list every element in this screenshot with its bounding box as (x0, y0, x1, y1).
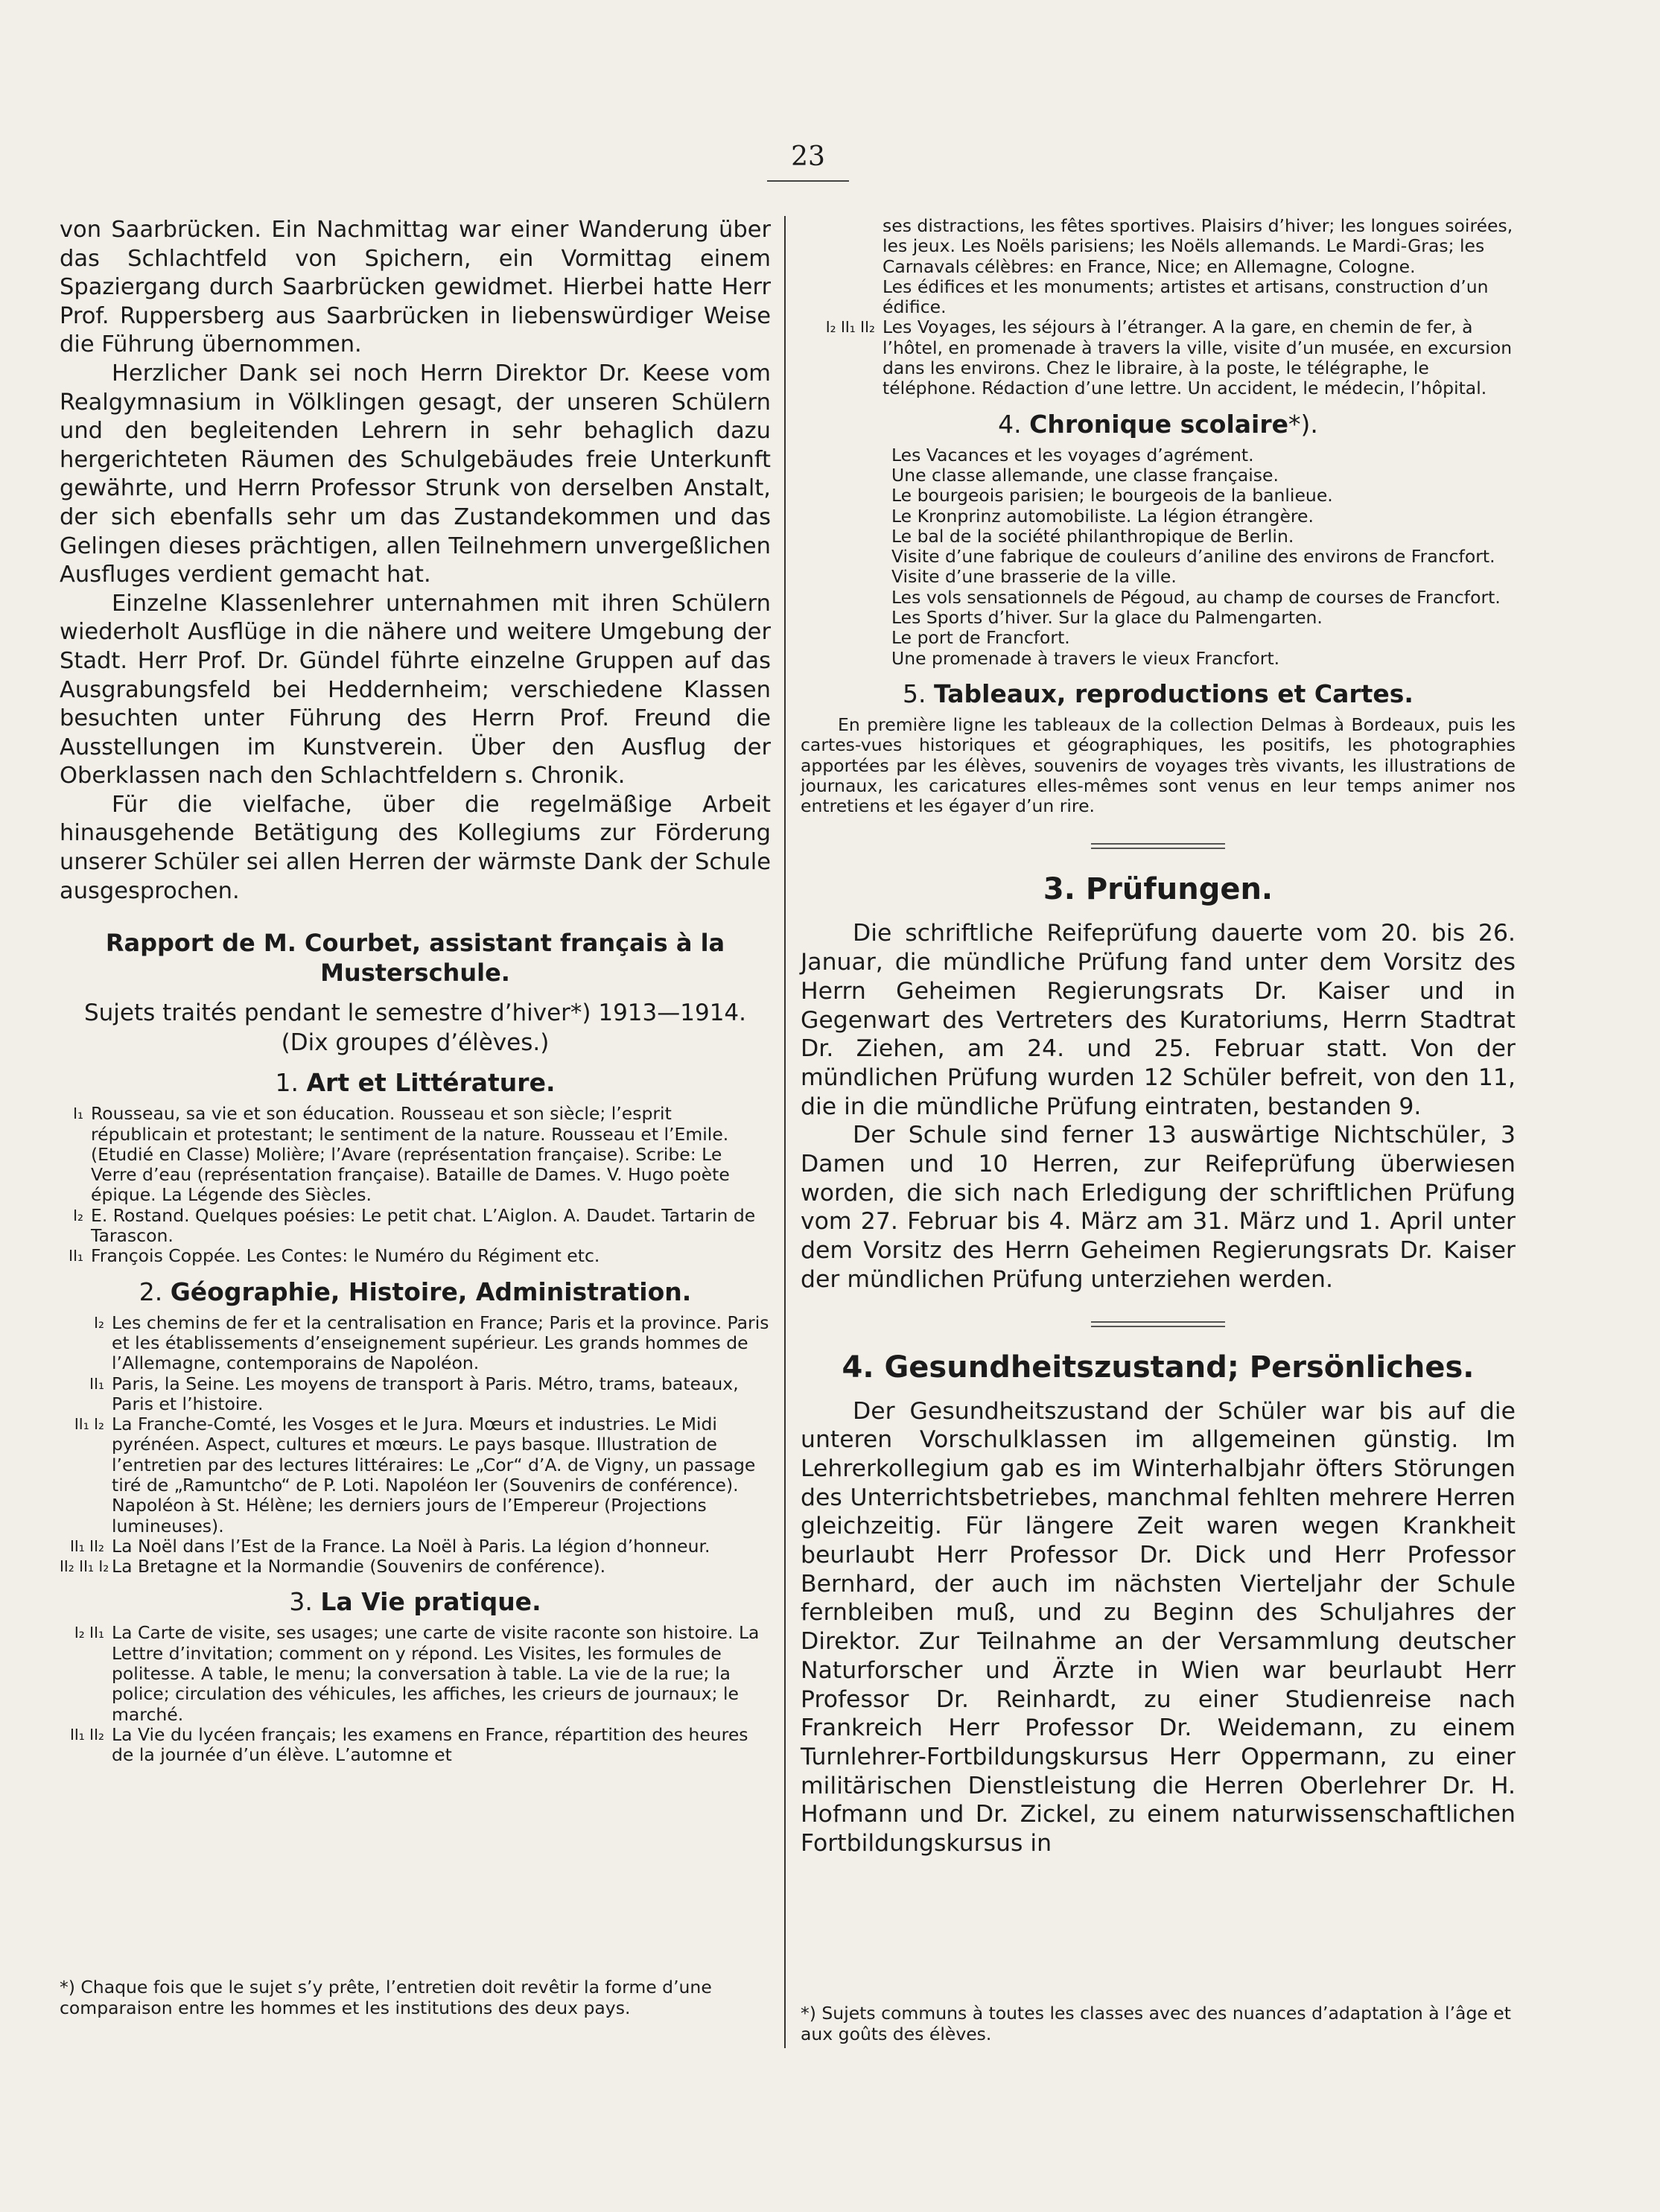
list-item: Le port de Francfort. (891, 627, 1070, 649)
section-1-number: 1. (275, 1068, 299, 1098)
section-3-title: La Vie pratique. (320, 1587, 541, 1617)
column-divider (784, 216, 786, 2048)
list-item: Les vols sensationnels de Pégoud, au champ de courses de Francfort. (891, 586, 1501, 608)
class-mark: II₁ II₂ (70, 1725, 104, 1744)
intro-paragraph-4: Für die vielfache, über die regelmäßige Arbeit hinausgehende Betätigung des Kollegiums zur Förderung unserer Schüler sei allen Herren der wärmste Dank der Schule ausgesprochen. (60, 791, 771, 904)
list-item (60, 1374, 771, 1415)
section-1-entries (60, 1104, 771, 1266)
list-item: Une promenade à travers le vieux Francfort. (891, 647, 1280, 669)
entry-text: La Vie du lycéen français; les examens en France, répartition des heures de la journée d’un élève. L’automne et (112, 1723, 748, 1766)
section-2-title: Géographie, Histoire, Administration. (170, 1277, 692, 1306)
section-5-number: 5. (903, 678, 926, 708)
gesundheit-paragraph: Der Gesundheitszustand der Schüler war bis auf die unteren Vorschulklassen im allgemeinen günstig. Im Lehrerkollegium gab es im Winterhalbjahr öfters Störungen des Unterrichtsbetriebes, manchmal fehlten mehrere Herren gleichzeitig. Für längere Zeit waren wegen Krankheit beurlaubt Herr Professor Dr. Dick und Herr Professor Bernhard, der auch im nächsten Vierteljahr der Schule fernbleiben muß, und zu Beginn des Schuljahres der Direktor. Zur Teilnahme an der Versammlung deutscher Naturforscher und Ärzte in Wien war beurlaubt Herr Professor Dr. Reinhardt, zu einer Studienreise nach Frankreich Herr Professor Dr. Weidemann, zu einem Turnlehrer-Fortbildungskursus Herr Oppermann, zu einer militärischen Dienstleistung die Herren Oberlehrer Dr. H. Hofmann und Dr. Zickel, zu einem naturwissenschaftlichen Fortbildungskursus in (801, 1397, 1516, 1857)
list-item (801, 317, 1516, 398)
list-item (60, 1557, 771, 1577)
footnote-left: *) Chaque fois que le sujet s’y prête, l’entretien doit revêtir la forme d’une comparaison entre les hommes et les institutions des deux pays. (60, 1977, 712, 2018)
list-item: Visite d’une brasserie de la ville. (891, 566, 1177, 588)
pruefungen-paragraph-1: Die schriftliche Reifeprüfung dauerte vom 20. bis 26. Januar, die mündliche Prüfung fand unter dem Vorsitz des Herrn Geheimen Regierungsrats Dr. Kaiser und in Gegenwart des Vertreters des Kuratoriums, Herrn Stadtrat Dr. Ziehen, am 24. und 25. Februar statt. Von der mündlichen Prüfung wurden 12 Schüler befreit, von den 11, die in die mündliche Prüfung eintraten, bestanden 9. (801, 920, 1516, 1120)
chronicle-list (801, 445, 1516, 669)
section-2-heading (60, 1277, 771, 1307)
section-4-number: 4. (998, 409, 1022, 439)
continuation-block (801, 216, 1516, 317)
gesundheit-text (801, 1397, 1516, 1858)
entry-text: Paris, la Seine. Les moyens de transport à Paris. Métro, trams, bateaux, Paris et l’histoire. (112, 1373, 739, 1414)
continuation-text-2: Les édifices et les monuments; artistes et artisans, construction d’un édifice. (883, 276, 1489, 318)
list-item (60, 1414, 771, 1536)
class-mark: II₁ (69, 1247, 83, 1265)
class-mark: II₂ II₁ I₂ (60, 1557, 109, 1576)
pruefungen-paragraph-2: Der Schule sind ferner 13 auswärtige Nichtschüler, 3 Damen und 10 Herren, zur Reifeprüfung überwiesen worden, die sich nach Erledigung der schriftlichen Prüfung vom 27. Februar bis 4. März am 31. März und 1. April unter dem Vorsitz des Herrn Geheimen Regierungsrats Dr. Kaiser der mündlichen Prüfung unterziehen werden. (801, 1122, 1516, 1293)
list-item: Les Sports d’hiver. Sur la glace du Palmengarten. (891, 607, 1323, 629)
list-item: Le Kronprinz automobiliste. La légion étrangère. (891, 505, 1314, 527)
intro-paragraph-1: von Saarbrücken. Ein Nachmittag war einer Wanderung über das Schlachtfeld von Spichern, ein Vormittag einem Spaziergang durch Saarbrücken gewidmet. Hierbei hatte Herr Prof. Ruppersberg aus Saarbrücken in liebenswürdiger Weise die Führung übernommen. (60, 217, 771, 358)
list-item (60, 1725, 771, 1766)
section-1-title: Art et Littérature. (306, 1068, 556, 1098)
class-mark: II₁ II₂ (70, 1536, 104, 1555)
continuation-text-1: ses distractions, les fêtes sportives. Plaisirs d’hiver; les longues soirées, les jeux. Les Noëls parisiens; les Noëls allemands. Le Mardi-Gras; les Carnavals célèbres: en France, Nice; en Allemagne, Cologne. (883, 215, 1513, 277)
section-2-entries (60, 1313, 771, 1577)
class-mark: I₂ (94, 1313, 104, 1332)
pruefungen-heading: 3. Prüfungen. (1043, 872, 1273, 907)
report-heading: Rapport de M. Courbet, assistant français à la Musterschule. (105, 929, 725, 988)
section-5-text: En première ligne les tableaux de la collection Delmas à Bordeaux, puis les cartes-vues historiques et géographiques, les positifs, les photographies apportées par les élèves, souvenirs de voyages très vivants, les illustrations de journaux, les caricatures elles-mêmes sont venus en leur temps animer nos entretiens et les égayer d’un rire. (801, 714, 1516, 817)
subjects-line: Sujets traités pendant le semestre d’hiver*) 1913—1914. (83, 999, 746, 1027)
section-divider (1091, 843, 1225, 849)
footnote-right: *) Sujets communs à toutes les classes avec des nuances d’adaptation à l’âge et aux goûts des élèves. (801, 2003, 1511, 2044)
section-4-suffix: *). (1288, 409, 1318, 439)
entry-text: E. Rostand. Quelques poésies: Le petit chat. L’Aiglon. A. Daudet. Tartarin de Tarascon. (91, 1204, 756, 1247)
right-column (801, 216, 1516, 1858)
pruefungen-text (801, 919, 1516, 1294)
list-item: Le bal de la société philanthropique de Berlin. (891, 525, 1294, 547)
section-3-entries (60, 1623, 771, 1765)
class-mark: I₂ II₁ II₂ (825, 318, 875, 337)
intro-paragraph-3: Einzelne Klassenlehrer unternahmen mit ihren Schülern wiederholt Ausflüge in die nähere und weitere Umgebung der Stadt. Herr Prof. Dr. Gündel führte einzelne Gruppen auf das Ausgrabungsfeld bei Heddernheim; verschiedene Klassen besuchten unter Führung des Herrn Prof. Freund die Ausstellungen im Kunstverein. Über den Ausflug der Oberklassen nach den Schlachtfeldern s. Chronik. (60, 590, 771, 789)
section-5-title: Tableaux, reproductions et Cartes. (934, 678, 1413, 708)
entry-text: La Noël dans l’Est de la France. La Noël à Paris. La légion d’honneur. (112, 1535, 710, 1557)
page-number: 23 (791, 142, 825, 172)
section-2-number: 2. (139, 1277, 163, 1306)
entry-text: Rousseau, sa vie et son éducation. Rousseau et son siècle; l’esprit républicain et protestant; le sentiment de la nature. Rousseau et l’Emile. (Etudié en Classe) Molière; l’Avare (représentation française). Scribe: Le Verre d’eau (représentation française). Bataille de Dames. V. Hugo poète épique. La Légende des Siècles. (91, 1103, 730, 1206)
entry-text: Les Voyages, les séjours à l’étranger. A la gare, en chemin de fer, à l’hôtel, en promenade à travers la ville, visite d’un musée, en excursion dans les environs. Chez le libraire, à la poste, le télégraphe, le téléphone. Rédaction d’une lettre. Un accident, le médecin, l’hôpital. (883, 317, 1513, 399)
entry-text: La Bretagne et la Normandie (Souvenirs de conférence). (112, 1556, 606, 1577)
entry-text: François Coppée. Les Contes: le Numéro du Régiment etc. (91, 1245, 600, 1267)
list-item (60, 1313, 771, 1374)
class-mark: I₂ (73, 1206, 83, 1224)
class-mark: I₁ (73, 1105, 83, 1123)
section-1-heading (60, 1068, 771, 1098)
list-item (60, 1623, 771, 1724)
groups-line: (Dix groupes d’élèves.) (281, 1029, 550, 1057)
gesundheit-heading: 4. Gesundheitszustand; Persönliches. (842, 1350, 1475, 1385)
list-item (60, 1206, 771, 1247)
section-divider (1091, 1321, 1225, 1327)
list-item (60, 1246, 771, 1266)
list-item (60, 1104, 771, 1205)
section-3-number: 3. (289, 1587, 313, 1617)
section-4-heading (801, 410, 1516, 439)
class-mark: II₁ (89, 1374, 104, 1393)
class-mark: I₂ II₁ (74, 1624, 104, 1642)
list-item: Le bourgeois parisien; le bourgeois de la banlieue. (891, 485, 1333, 506)
entry-text: La Carte de visite, ses usages; une carte de visite raconte son histoire. La Lettre d’invitation; comment on y répond. Les Visites, les formules de politesse. A table, le menu; la conversation à table. La vie de la rue; la police; circulation des véhicules, les affiches, les crieurs de journaux; le marché. (112, 1622, 760, 1725)
entry-text: Les chemins de fer et la centralisation en France; Paris et la province. Paris et les établissements d’enseignement supérieur. Les grands hommes de l’Allemagne, contemporains de Napoléon. (112, 1312, 769, 1374)
entry-text: La Franche-Comté, les Vosges et le Jura. Mœurs et industries. Le Midi pyrénéen. Aspect, cultures et mœurs. Le pays basque. Illustration de l’entretien par des lectures littéraires: Le „Cor“ d’A. de Vigny, un passage tiré de „Ramuntcho“ de P. Loti. Napoléon Ier (Souvenirs de conférence). Napoléon à St. Hélène; les derniers jours de l’Empereur (Projections lumineuses). (112, 1414, 756, 1536)
list-item: Les Vacances et les voyages d’agrément. (891, 444, 1254, 465)
list-item (60, 1536, 771, 1557)
list-item: Une classe allemande, une classe française. (891, 464, 1279, 486)
list-item: Visite d’une fabrique de couleurs d’aniline des environs de Francfort. (891, 546, 1495, 568)
class-mark: II₁ I₂ (74, 1415, 104, 1434)
intro-text (60, 216, 771, 906)
page-number-rule (767, 180, 849, 182)
section-5-heading (801, 679, 1516, 709)
section-4-title: Chronique scolaire (1029, 409, 1288, 439)
section-3-heading (60, 1587, 771, 1617)
left-column (60, 216, 771, 1766)
intro-paragraph-2: Herzlicher Dank sei noch Herrn Direktor Dr. Keese vom Realgymnasium in Völklingen gesagt, der unseren Schülern und den begleitenden Lehrern in sehr behaglich dazu hergerichteten Räumen des Schulgebäudes freie Unterkunft gewährte, und Herrn Professor Strunk von derselben Anstalt, der sich ebenfalls sehr um das Zustandekommen und das Gelingen dieses prächtigen, allen Teilnehmern unvergeßlichen Ausfluges verdient gemacht hat. (60, 360, 771, 588)
